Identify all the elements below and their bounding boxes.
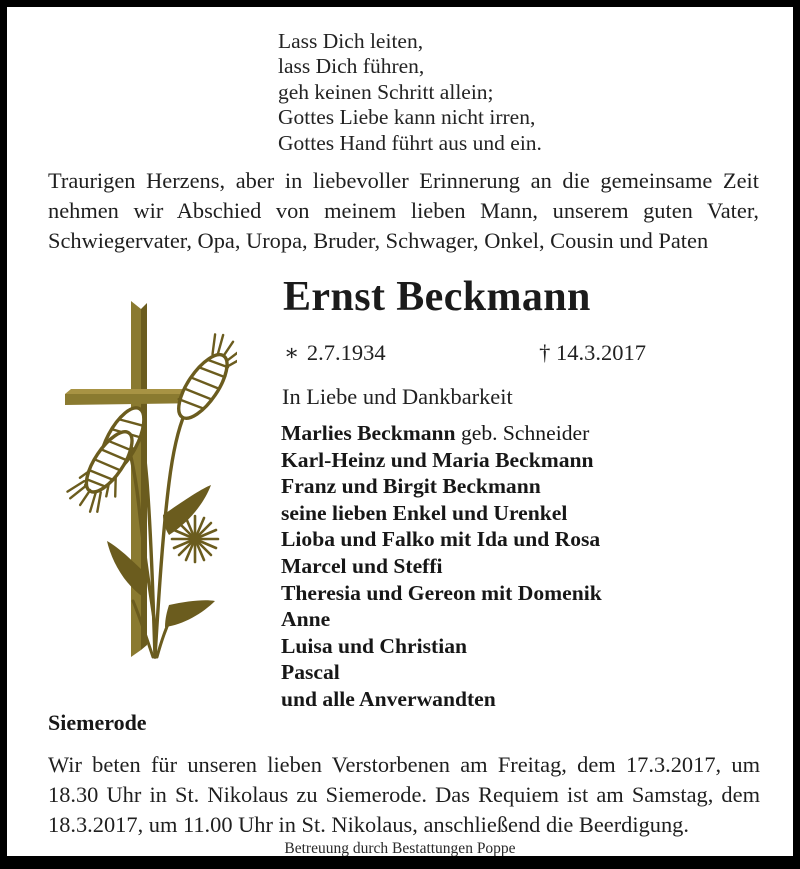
family-entry-bold: Pascal (281, 660, 340, 685)
place-name: Siemerode (48, 710, 147, 735)
family-entry (281, 420, 602, 447)
birth-date (284, 340, 386, 366)
memorial-poem (278, 29, 542, 156)
poem-line: geh keinen Schritt allein; (278, 79, 494, 104)
wheat-ear (166, 331, 237, 428)
family-entry-bold: Luisa und Christian (281, 633, 468, 658)
intro-line: nehmen wir Abschied von meinem lieben Mann, unserem guten Vater, (48, 198, 759, 223)
dedication-text: In Liebe und Dankbarkeit (282, 384, 513, 409)
family-entry (281, 473, 602, 500)
family-entry (281, 447, 602, 474)
cornflower-icon (172, 516, 218, 562)
death-date (539, 340, 646, 366)
cross-with-wheat-icon (59, 295, 237, 660)
intro-line: Traurigen Herzens, aber in liebevoller Erinnerung an die gemeinsame Zeit (48, 168, 759, 193)
birth-date-value: 2.7.1934 (306, 340, 386, 365)
family-entry (281, 500, 602, 527)
family-entry (281, 633, 602, 660)
poem-line: Gottes Liebe kann nicht irren, (278, 105, 536, 130)
family-entry-bold: und alle Anverwandten (281, 686, 496, 711)
family-entry-bold: Theresia und Gereon mit Domenik (281, 580, 602, 605)
family-entry-bold: Anne (281, 607, 331, 632)
family-entry-bold: Karl-Heinz und Maria Beckmann (281, 447, 594, 472)
family-entry-bold: Marlies Beckmann (281, 421, 456, 445)
family-entry (281, 580, 602, 607)
poem-line: Lass Dich leiten, (278, 29, 424, 53)
leaf (163, 485, 211, 535)
life-dates (284, 340, 646, 366)
deceased-name: Ernst Beckmann (283, 274, 591, 320)
death-symbol: † (539, 340, 551, 365)
family-entry (281, 526, 602, 553)
family-entry (281, 686, 602, 713)
family-entry (281, 606, 602, 633)
intro-line: Schwiegervater, Opa, Uropa, Bruder, Schwager, Onkel, Cousin und Paten (48, 228, 709, 253)
service-line: 18.3.2017, um 11.00 Uhr in St. Nikolaus, anschließend die Beerdigung. (48, 812, 689, 837)
family-entry-bold: Lioba und Falko mit Ida und Rosa (281, 527, 601, 552)
intro-paragraph (48, 166, 759, 256)
family-entry-bold: Franz und Birgit Beckmann (281, 474, 541, 499)
service-paragraph (48, 750, 760, 840)
family-list (281, 420, 602, 713)
service-line: 18.30 Uhr in St. Nikolaus zu Siemerode. Das Requiem ist am Samstag, dem (48, 782, 760, 807)
notice-sheet (7, 7, 793, 856)
family-entry (281, 553, 602, 580)
family-entry-regular: geb. Schneider (455, 421, 590, 445)
family-entry-bold: Marcel und Steffi (281, 553, 443, 578)
death-date-value: 14.3.2017 (556, 340, 646, 365)
family-entry (281, 659, 602, 686)
birth-symbol: ∗ (284, 340, 302, 365)
poem-line: lass Dich führen, (278, 54, 425, 79)
funeral-home-credit: Betreuung durch Bestattungen Poppe (284, 840, 516, 857)
service-line: Wir beten für unseren lieben Verstorbenen am Freitag, dem 17.3.2017, um (48, 752, 760, 777)
family-entry-bold: seine lieben Enkel und Urenkel (281, 500, 568, 525)
poem-line: Gottes Hand führt aus und ein. (278, 130, 542, 155)
